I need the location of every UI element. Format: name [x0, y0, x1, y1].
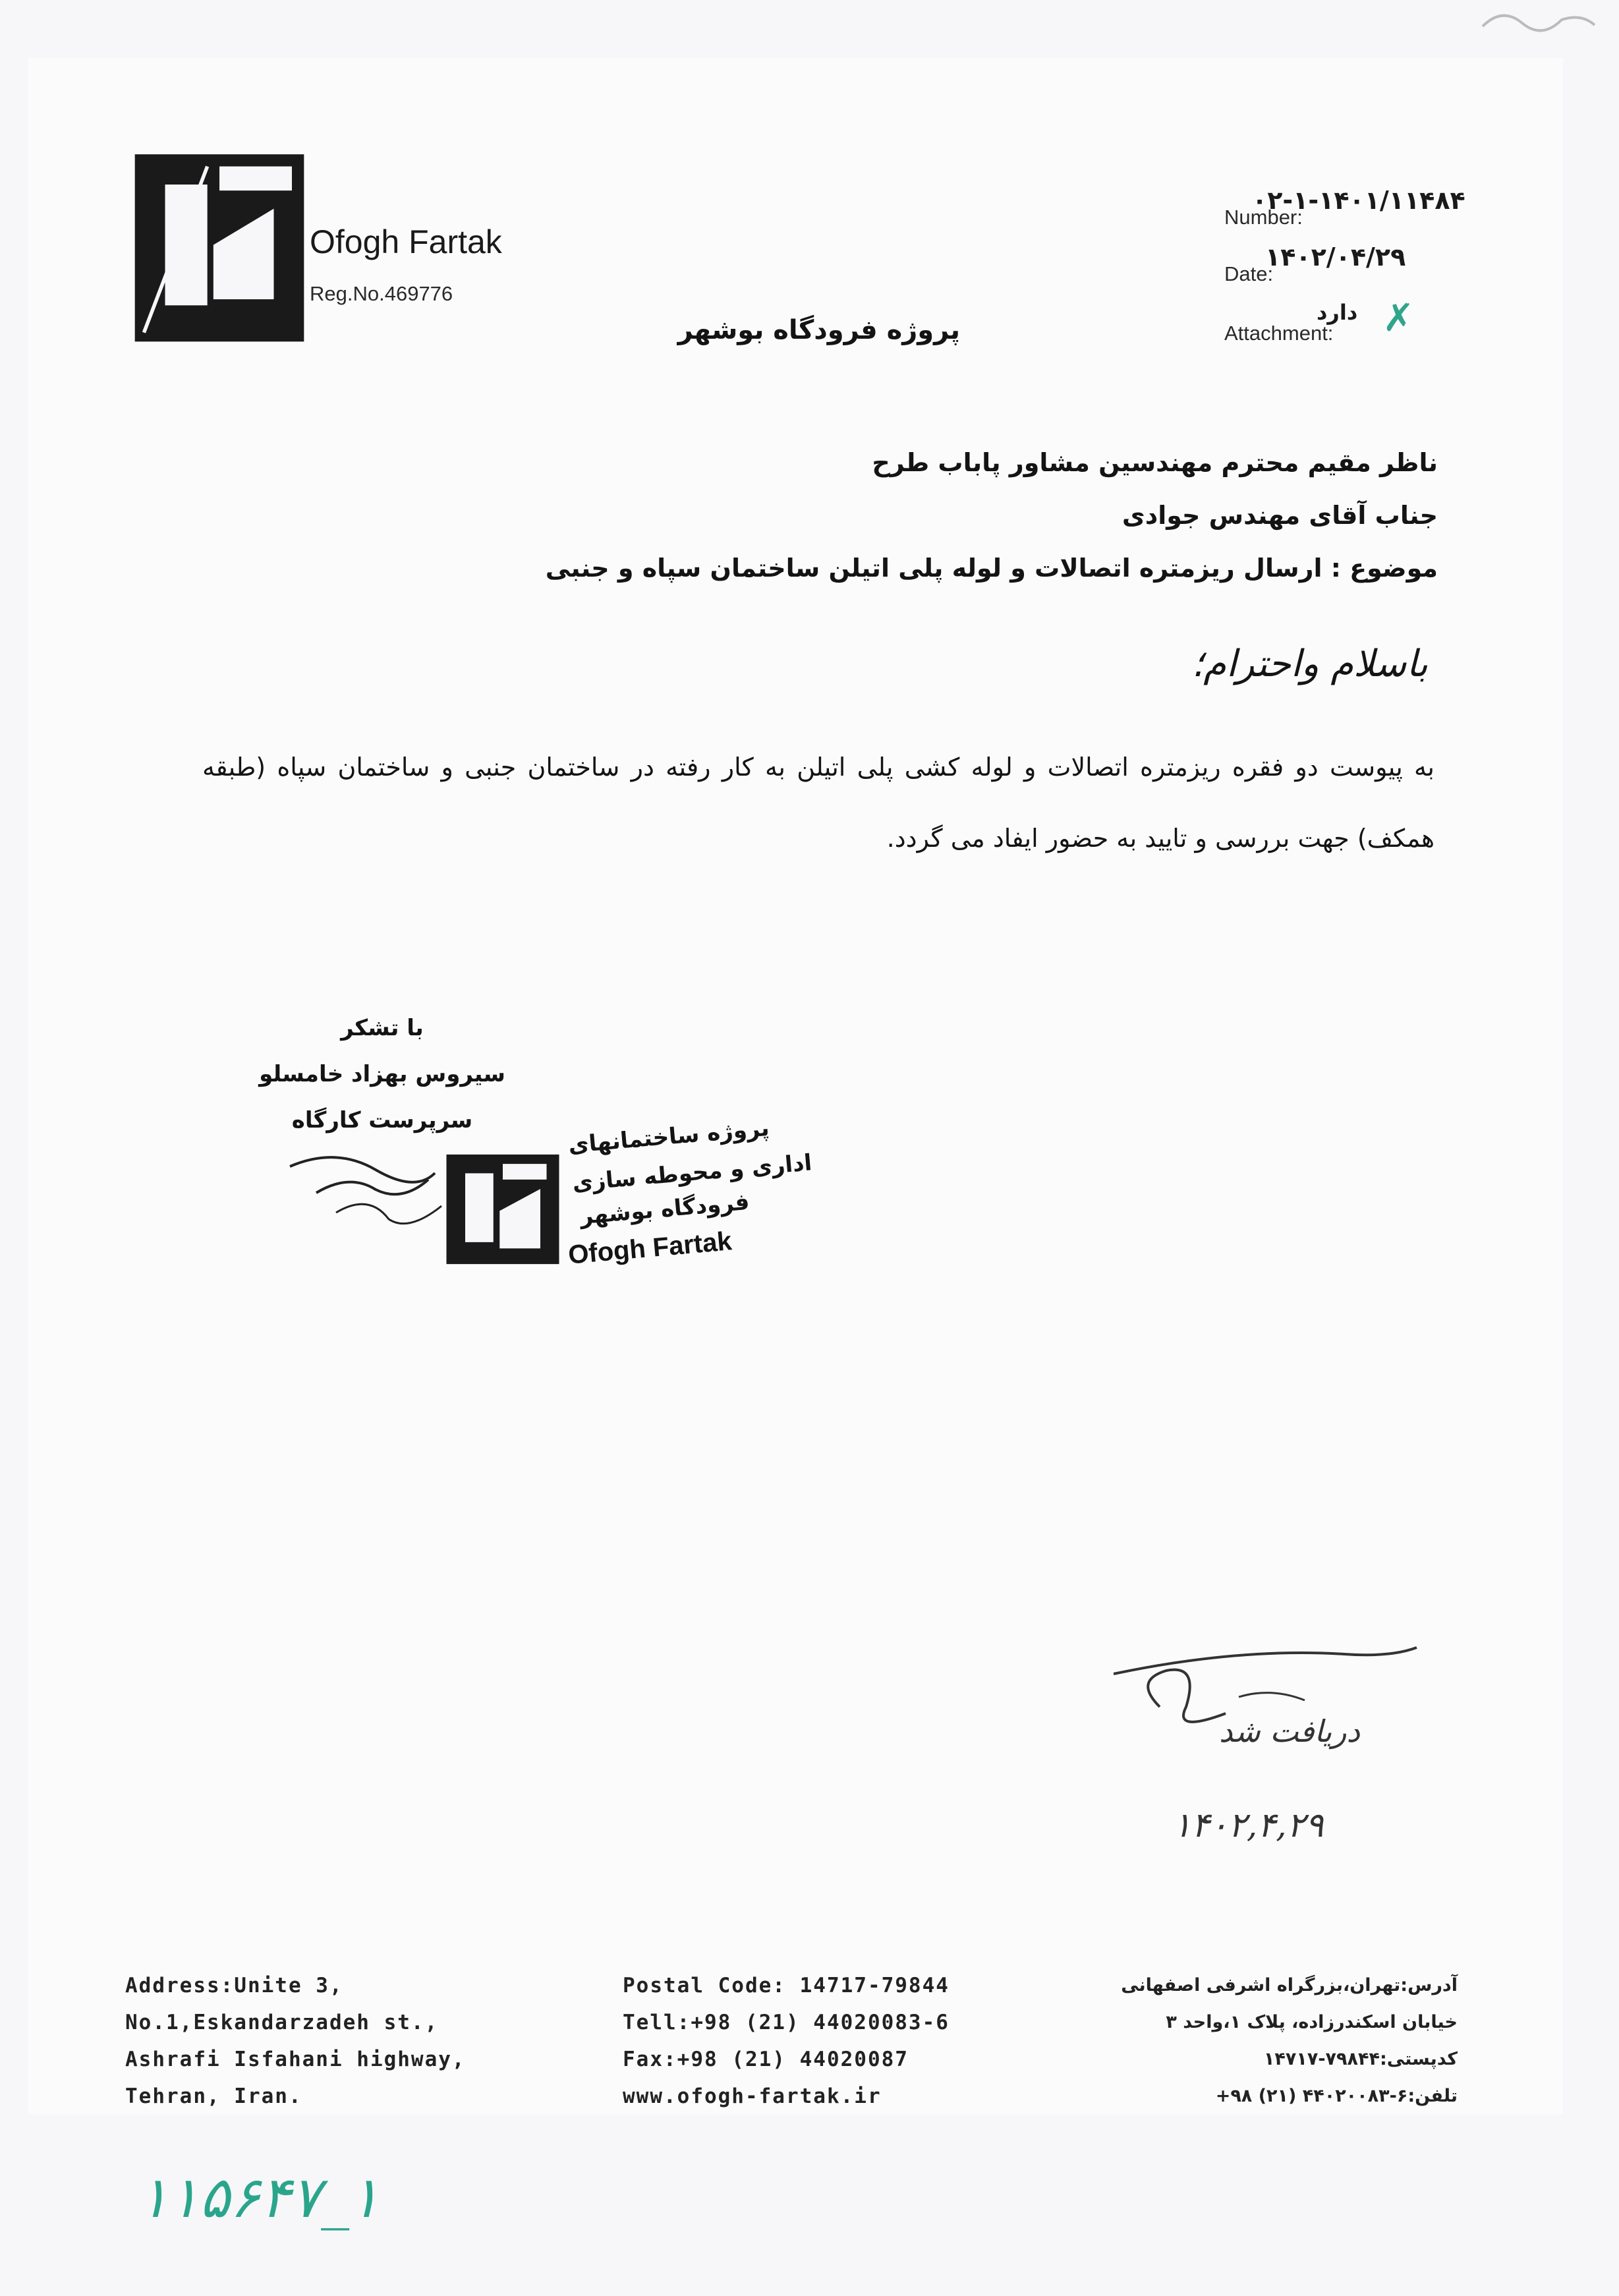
recipient-line-1: ناظر مقیم محترم مهندسین مشاور پاباب طرح: [872, 448, 1438, 477]
received-date: ۱۴۰۲,۴,۲۹: [1173, 1806, 1324, 1845]
footer-address-line: کدپستی:۷۹۸۴۴-۱۴۷۱۷: [1263, 2049, 1458, 2069]
footer-address-line: خیابان اسکندرزاده، پلاک ۱،واحد ۳: [1166, 2012, 1458, 2032]
attachment-value: دارد: [1317, 300, 1358, 325]
stamp-brand: Ofogh Fartak: [567, 1226, 733, 1270]
date-label: Date:: [1224, 262, 1274, 285]
attachment-label: Attachment:: [1224, 322, 1334, 345]
project-title: پروژه فرودگاه بوشهر: [677, 315, 960, 345]
brand-name: Ofogh Fartak: [310, 223, 502, 260]
handwritten-reference-number: ۱۱۵۶۴۷_۱: [138, 2165, 380, 2231]
footer-website: www.ofogh-fartak.ir: [623, 2084, 882, 2108]
greeting: باسلام واحترام؛: [1191, 643, 1428, 685]
signatory-name: سیروس بهزاد خامسلو: [259, 1061, 505, 1087]
footer-address-fa: [1121, 1967, 1458, 2115]
number-label: Number:: [1224, 206, 1303, 229]
footer-contacts: [623, 1967, 950, 2133]
footer-address-line: تلفن:۶-۴۴۰۲۰۰۸۳ (۲۱) ۹۸+: [1215, 2086, 1458, 2106]
footer-fax: Fax:+98 (21) 44020087: [623, 2048, 909, 2071]
footer-address-line: Tehran, Iran.: [125, 2084, 302, 2108]
ofogh-fartak-logo: [111, 99, 328, 343]
stamp-logo: [440, 1147, 565, 1272]
letter-body: به پیوست دو فقره ریزمتره اتصالات و لوله کشی پلی اتیلن به کار رفته در ساختمان جنبی و ساختمان سپاه (طبقه همکف) جهت بررسی و تایید به حضور ایفاد می گردد.: [202, 753, 1434, 853]
subject-line: موضوع : ارسال ریزمتره اتصالات و لوله پلی اتیلن ساختمان سپاه و جنبی: [545, 554, 1438, 583]
date-value: ۱۴۰۲/۰۴/۲۹: [1265, 243, 1406, 272]
footer-address-en: [125, 1967, 466, 2115]
registration-number: Reg.No.469776: [310, 282, 453, 305]
signatory-title: سرپرست کارگاه: [291, 1107, 473, 1134]
corner-scribble: [1476, 0, 1601, 40]
check-mark-icon: ✗: [1382, 295, 1415, 340]
footer-address-line: Ashrafi Isfahani highway,: [125, 2048, 466, 2071]
received-note: دریافت شد: [1219, 1713, 1360, 1749]
footer-address-line: آدرس:تهران،بزرگراه اشرفی اصفهانی: [1121, 1975, 1458, 1995]
recipient-line-2: جناب آقای مهندس جوادی: [1122, 501, 1438, 530]
signature: [277, 1140, 461, 1246]
stamp-line-1: پروژه ساختمانهای: [567, 1114, 770, 1159]
number-value: ۰۲-۱-۱۴۰۱/۱۱۴۸۴: [1252, 186, 1465, 215]
stamp-line-2: اداری و محوطه سازی: [571, 1149, 813, 1197]
footer-address-line: Address:Unite 3,: [125, 1974, 343, 1997]
stamp-line-3: فرودگاه بوشهر: [579, 1188, 751, 1230]
received-note-scribble: [1107, 1634, 1450, 1911]
footer-address-line: No.1,Eskandarzadeh st.,: [125, 2011, 439, 2034]
footer-postal-code: Postal Code: 14717-79844: [623, 1974, 950, 1997]
closing-thanks: با تشکر: [341, 1015, 424, 1041]
footer-phone: Tell:+98 (21) 44020083-6: [623, 2011, 950, 2034]
